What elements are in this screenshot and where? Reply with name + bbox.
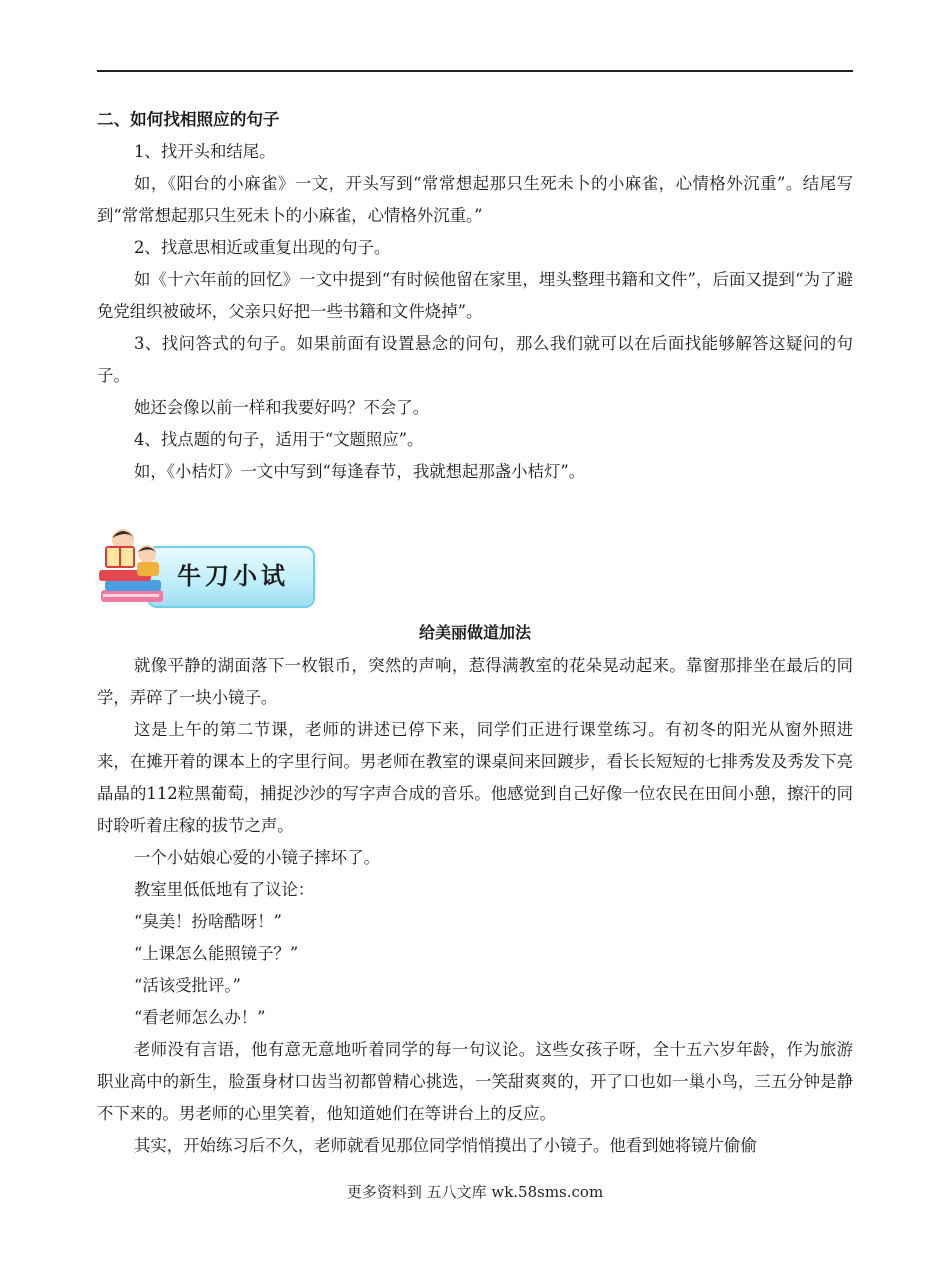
top-divider — [97, 70, 853, 72]
section-heading: 二、如何找相照应的句子 — [97, 110, 280, 129]
paragraph: “上课怎么能照镜子？” — [134, 944, 299, 963]
practice-banner — [97, 520, 317, 612]
paragraph: “活该受批评。” — [134, 976, 241, 995]
paragraph: “臭美！扮啥酷呀！” — [134, 912, 282, 931]
paragraph: 如，《小桔灯》一文中写到“每逢春节，我就想起那盏小桔灯”。 — [134, 462, 586, 481]
paragraph: 如，《阳台的小麻雀》一文，开头写到“常常想起那只生死未卜的小麻雀，心情格外沉重”。结尾写到“常常想起那只生死未卜的小麻雀，心情格外沉重。” — [97, 174, 853, 225]
footer-text: 更多资料到 五八文库 wk.58sms.com — [346, 1183, 604, 1201]
section-content — [97, 104, 853, 488]
paragraph: 教室里低低地有了议论： — [134, 880, 315, 899]
children-reading-books-icon — [97, 520, 177, 612]
paragraph: 4、找点题的句子，适用于“文题照应”。 — [134, 430, 424, 449]
paragraph: 如《十六年前的回忆》一文中提到“有时候他留在家里，埋头整理书籍和文件”，后面又提到“为了避免党组织被破坏，父亲只好把一些书籍和文件烧掉”。 — [97, 270, 853, 321]
paragraph: 老师没有言语，他有意无意地听着同学的每一句议论。这些女孩子呀，全十五六岁年龄，作为旅游职业高中的新生，脸蛋身材口齿当初都曾精心挑选，一笑甜爽爽的，开了口也如一巢小鸟，三五分钟是静不下来的。男老师的心里笑着，他知道她们在等讲台上的反应。 — [97, 1040, 853, 1123]
paragraph: 2、找意思相近或重复出现的句子。 — [134, 238, 391, 257]
paragraph: 其实，开始练习后不久，老师就看见那位同学悄悄摸出了小镜子。他看到她将镜片偷偷 — [134, 1136, 757, 1155]
paragraph: “看老师怎么办！” — [134, 1008, 266, 1027]
paragraph: 一个小姑娘心爱的小镜子摔坏了。 — [134, 848, 380, 867]
story-title: 给美丽做道加法 — [418, 623, 531, 642]
story — [97, 620, 853, 1162]
banner-label: 牛刀小试 — [177, 562, 289, 590]
paragraph: 这是上午的第二节课，老师的讲述已停下来，同学们正进行课堂练习。有初冬的阳光从窗外照进来，在摊开着的课本上的字里行间。男老师在教室的课桌间来回踱步，看长长短短的七排秀发及秀发下亮晶晶的112粒黑葡萄，捕捉沙沙的写字声合成的音乐。他感觉到自己好像一位农民在田间小憩，擦汗的同时聆听着庄稼的拔节之声。 — [97, 720, 853, 835]
paragraph: 就像平静的湖面落下一枚银币，突然的声响，惹得满教室的花朵晃动起来。靠窗那排坐在最后的同学，弄碎了一块小镜子。 — [97, 656, 853, 707]
paragraph: 1、找开头和结尾。 — [134, 142, 276, 161]
paragraph: 3、找问答式的句子。如果前面有设置悬念的问句，那么我们就可以在后面找能够解答这疑问的句子。 — [97, 334, 853, 385]
paragraph: 她还会像以前一样和我要好吗？不会了。 — [134, 398, 430, 417]
